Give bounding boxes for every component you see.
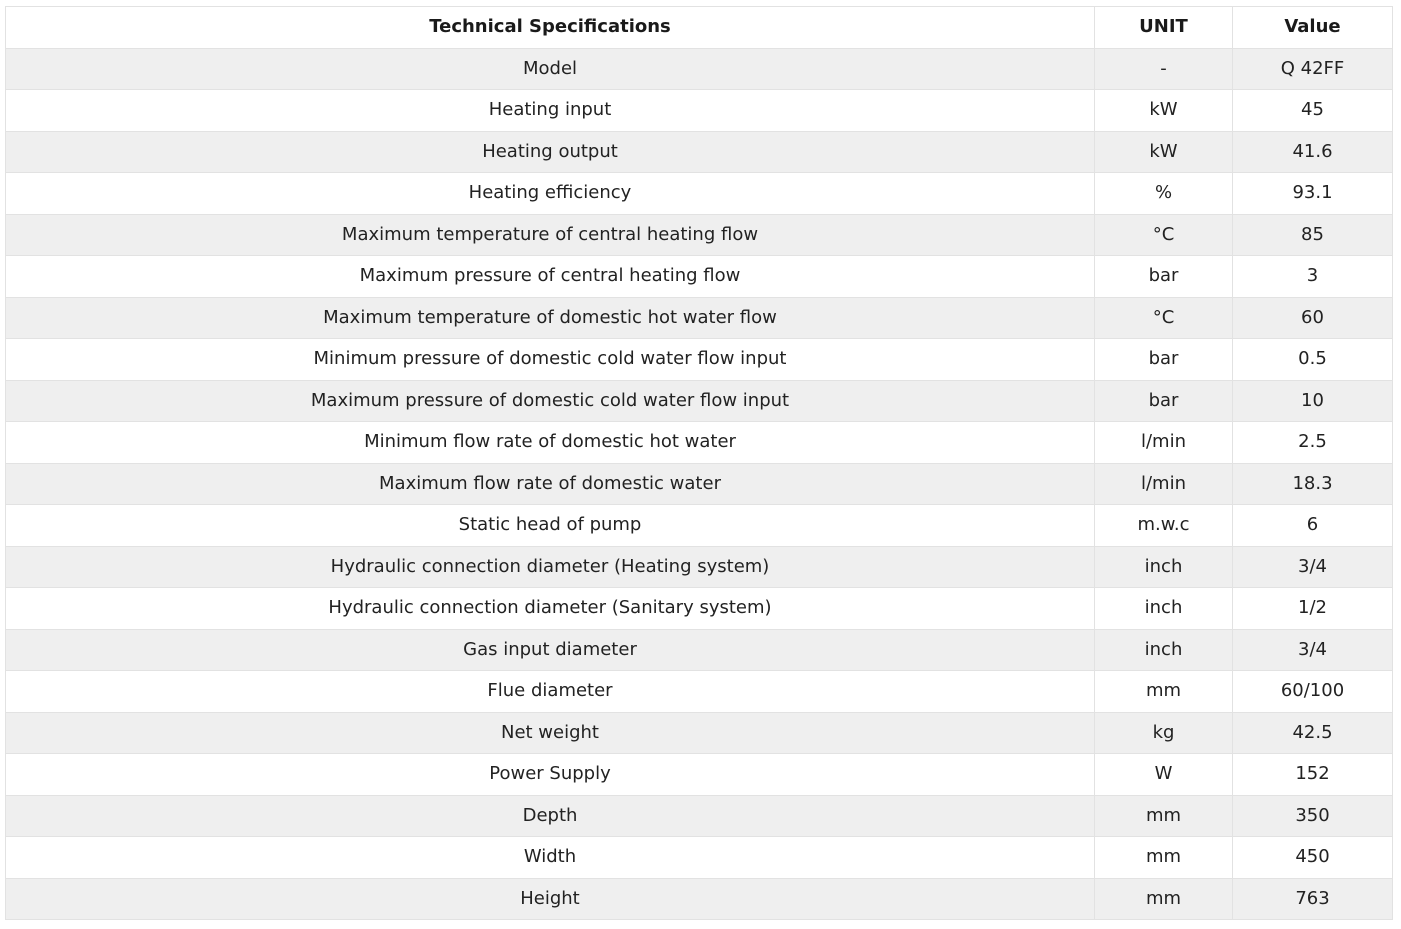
spec-name-cell: Heating efficiency [6,173,1095,215]
column-header-specification: Technical Specifications [6,7,1095,49]
spec-name-cell: Maximum flow rate of domestic water [6,463,1095,505]
table-row [6,837,1393,879]
value-cell: 0.5 [1233,339,1393,381]
table-row [6,754,1393,796]
unit-cell: inch [1095,588,1233,630]
value-cell: 10 [1233,380,1393,422]
column-header-unit: UNIT [1095,7,1233,49]
value-cell: 152 [1233,754,1393,796]
table-row [6,131,1393,173]
spec-name-cell: Flue diameter [6,671,1095,713]
table-row [6,795,1393,837]
spec-name-cell: Power Supply [6,754,1095,796]
value-cell: 60 [1233,297,1393,339]
spec-name-cell: Gas input diameter [6,629,1095,671]
table-row [6,712,1393,754]
value-cell: 1/2 [1233,588,1393,630]
table-row [6,173,1393,215]
table-row [6,90,1393,132]
unit-cell: kW [1095,131,1233,173]
value-cell: 93.1 [1233,173,1393,215]
unit-cell: mm [1095,837,1233,879]
unit-cell: W [1095,754,1233,796]
unit-cell: mm [1095,795,1233,837]
unit-cell: l/min [1095,422,1233,464]
table-row [6,546,1393,588]
table-row [6,297,1393,339]
table-row [6,256,1393,298]
unit-cell: - [1095,48,1233,90]
technical-specifications-table [5,6,1393,920]
table-row [6,505,1393,547]
value-cell: 42.5 [1233,712,1393,754]
table-header [6,7,1393,49]
unit-cell: kW [1095,90,1233,132]
table-row [6,380,1393,422]
value-cell: 3/4 [1233,546,1393,588]
spec-name-cell: Net weight [6,712,1095,754]
table-row [6,878,1393,920]
unit-cell: inch [1095,546,1233,588]
spec-name-cell: Model [6,48,1095,90]
table-row [6,629,1393,671]
value-cell: 3 [1233,256,1393,298]
header-row [6,7,1393,49]
table-row [6,463,1393,505]
unit-cell: inch [1095,629,1233,671]
spec-name-cell: Minimum flow rate of domestic hot water [6,422,1095,464]
spec-name-cell: Height [6,878,1095,920]
value-cell: Q 42FF [1233,48,1393,90]
column-header-value: Value [1233,7,1393,49]
unit-cell: mm [1095,878,1233,920]
table-row [6,422,1393,464]
unit-cell: bar [1095,339,1233,381]
unit-cell: l/min [1095,463,1233,505]
table-row [6,671,1393,713]
value-cell: 85 [1233,214,1393,256]
spec-name-cell: Maximum temperature of domestic hot water flow [6,297,1095,339]
table-body [6,48,1393,920]
spec-name-cell: Hydraulic connection diameter (Sanitary system) [6,588,1095,630]
spec-name-cell: Hydraulic connection diameter (Heating system) [6,546,1095,588]
table-row [6,48,1393,90]
value-cell: 6 [1233,505,1393,547]
spec-name-cell: Minimum pressure of domestic cold water flow input [6,339,1095,381]
table-row [6,339,1393,381]
value-cell: 450 [1233,837,1393,879]
spec-name-cell: Static head of pump [6,505,1095,547]
spec-name-cell: Maximum pressure of domestic cold water flow input [6,380,1095,422]
unit-cell: bar [1095,380,1233,422]
unit-cell: °C [1095,297,1233,339]
value-cell: 45 [1233,90,1393,132]
unit-cell: mm [1095,671,1233,713]
spec-name-cell: Maximum temperature of central heating flow [6,214,1095,256]
spec-name-cell: Heating input [6,90,1095,132]
value-cell: 2.5 [1233,422,1393,464]
value-cell: 60/100 [1233,671,1393,713]
unit-cell: bar [1095,256,1233,298]
spec-name-cell: Maximum pressure of central heating flow [6,256,1095,298]
table-row [6,588,1393,630]
unit-cell: °C [1095,214,1233,256]
unit-cell: m.w.c [1095,505,1233,547]
value-cell: 350 [1233,795,1393,837]
unit-cell: % [1095,173,1233,215]
value-cell: 41.6 [1233,131,1393,173]
value-cell: 3/4 [1233,629,1393,671]
spec-name-cell: Width [6,837,1095,879]
unit-cell: kg [1095,712,1233,754]
value-cell: 763 [1233,878,1393,920]
table-row [6,214,1393,256]
spec-name-cell: Heating output [6,131,1095,173]
spec-name-cell: Depth [6,795,1095,837]
value-cell: 18.3 [1233,463,1393,505]
